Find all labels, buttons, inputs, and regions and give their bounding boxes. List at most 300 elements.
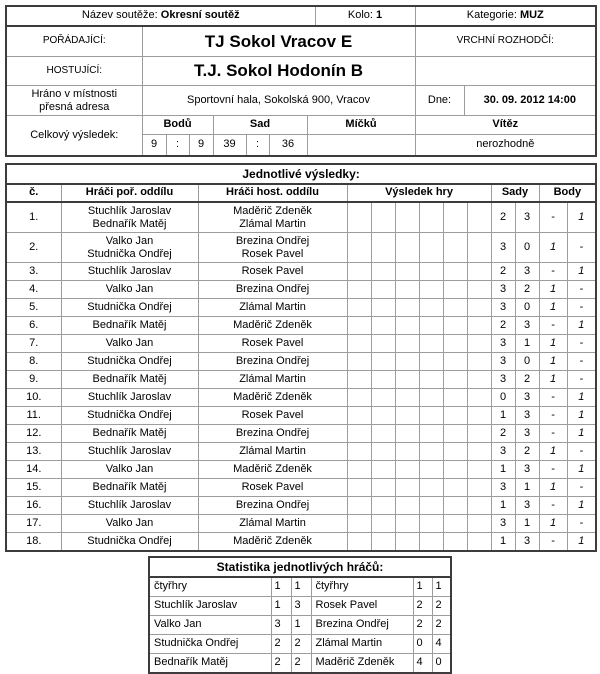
home-players-cell: [61, 281, 198, 299]
sets-away-cell: 3: [515, 425, 539, 443]
sets-home-cell: 2: [491, 202, 515, 233]
result-row: [6, 533, 596, 552]
player-statistics-table: [148, 556, 452, 674]
points-home-value: 9: [142, 135, 166, 157]
home-players-cell: [61, 497, 198, 515]
home-players-cell: [61, 443, 198, 461]
away-players-cell: [198, 533, 347, 552]
balls-header: Míčků: [307, 116, 415, 135]
results-tbody: [6, 202, 596, 551]
game-set-score-cell: [419, 533, 443, 552]
game-set-score-cell: [467, 389, 491, 407]
match-number-cell: 7.: [6, 335, 61, 353]
stats-right-player-name: čtyřhry: [311, 577, 413, 597]
home-team-name: TJ Sokol Vracov E: [142, 26, 415, 57]
sets-away-cell: 0: [515, 353, 539, 371]
sets-home-value: 39: [213, 135, 246, 157]
sets-away-cell: 2: [515, 281, 539, 299]
points-away-cell: -: [567, 443, 596, 461]
match-number-cell: 3.: [6, 263, 61, 281]
category-label: Kategorie:: [466, 9, 517, 22]
result-row: [6, 317, 596, 335]
home-players-cell: [61, 461, 198, 479]
points-away-cell: -: [567, 335, 596, 353]
game-set-score-cell: [443, 263, 467, 281]
stats-left-wins: 2: [271, 654, 291, 674]
points-home-cell: -: [539, 461, 567, 479]
away-player-name: Zlámal Martin: [239, 517, 306, 529]
game-set-score-cell: [467, 299, 491, 317]
game-set-score-cell: [467, 317, 491, 335]
chief-referee-value-cell: [415, 57, 596, 86]
sets-home-cell: 3: [491, 353, 515, 371]
game-set-score-cell: [443, 425, 467, 443]
game-set-score-cell: [419, 233, 443, 263]
sets-away-cell: 3: [515, 407, 539, 425]
away-players-cell: [198, 479, 347, 497]
game-set-score-cell: [443, 281, 467, 299]
game-set-score-cell: [467, 497, 491, 515]
category-cell: [415, 6, 596, 26]
sets-home-cell: 3: [491, 479, 515, 497]
home-players-cell: [61, 353, 198, 371]
game-set-score-cell: [371, 443, 395, 461]
game-set-score-cell: [347, 407, 371, 425]
game-set-score-cell: [419, 461, 443, 479]
result-row: [6, 335, 596, 353]
game-set-score-cell: [395, 443, 419, 461]
away-players-cell: [198, 317, 347, 335]
game-set-score-cell: [347, 335, 371, 353]
home-player-name: Stuchlík Jaroslav: [87, 265, 172, 277]
home-player-name: Valko Jan: [105, 234, 154, 247]
points-separator: :: [166, 135, 189, 157]
home-players-cell: [61, 425, 198, 443]
winner-header: Vítěz: [415, 116, 596, 135]
game-set-score-cell: [347, 479, 371, 497]
stats-right-player-name: Brezina Ondřej: [311, 616, 413, 635]
col-header-away-players: Hráči host. oddílu: [198, 184, 347, 202]
sets-home-cell: 3: [491, 443, 515, 461]
points-home-cell: -: [539, 389, 567, 407]
game-set-score-cell: [419, 299, 443, 317]
overall-result-label: Celkový výsledek:: [6, 116, 142, 157]
home-player-name: Valko Jan: [105, 283, 154, 295]
stats-left-player-name: Studnička Ondřej: [149, 635, 271, 654]
stats-right-losses: 4: [432, 635, 451, 654]
results-title: Jednotlivé výsledky:: [6, 164, 596, 184]
points-away-cell: -: [567, 371, 596, 389]
game-set-score-cell: [371, 299, 395, 317]
stats-right-wins: 1: [413, 577, 432, 597]
sets-home-cell: 0: [491, 389, 515, 407]
result-row: [6, 202, 596, 233]
away-player-name: Zlámal Martin: [239, 373, 306, 385]
game-set-score-cell: [347, 202, 371, 233]
stats-right-losses: 1: [432, 577, 451, 597]
home-player-name: Valko Jan: [105, 463, 154, 475]
points-away-cell: 1: [567, 425, 596, 443]
home-players-cell: [61, 299, 198, 317]
match-number-cell: 1.: [6, 202, 61, 233]
away-player-name: Maděrič Zdeněk: [233, 391, 312, 403]
result-row: [6, 299, 596, 317]
chief-referee-label: VRCHNÍ ROZHODČÍ:: [415, 26, 596, 57]
result-row: [6, 497, 596, 515]
points-away-cell: 1: [567, 202, 596, 233]
game-set-score-cell: [467, 533, 491, 552]
stats-right-wins: 4: [413, 654, 432, 674]
home-player-name: Studnička Ondřej: [87, 355, 172, 367]
sets-away-cell: 1: [515, 335, 539, 353]
sets-away-cell: 3: [515, 461, 539, 479]
game-set-score-cell: [371, 263, 395, 281]
points-away-cell: -: [567, 353, 596, 371]
statistics-title: Statistika jednotlivých hráčů:: [149, 557, 451, 577]
game-set-score-cell: [419, 335, 443, 353]
points-away-cell: 1: [567, 533, 596, 552]
sets-home-cell: 1: [491, 461, 515, 479]
away-player-name: Rosek Pavel: [241, 265, 304, 277]
game-set-score-cell: [347, 515, 371, 533]
sets-home-cell: 3: [491, 515, 515, 533]
home-players-cell: [61, 389, 198, 407]
away-players-cell: [198, 353, 347, 371]
points-home-cell: 1: [539, 515, 567, 533]
stats-left-wins: 1: [271, 577, 291, 597]
away-players-cell: [198, 233, 347, 263]
result-row: [6, 425, 596, 443]
game-set-score-cell: [443, 389, 467, 407]
game-set-score-cell: [395, 497, 419, 515]
match-number-cell: 16.: [6, 497, 61, 515]
home-players-cell: [61, 202, 198, 233]
home-player-name: Stuchlík Jaroslav: [87, 204, 172, 217]
game-set-score-cell: [395, 533, 419, 552]
sets-away-cell: 1: [515, 479, 539, 497]
sets-home-cell: 3: [491, 335, 515, 353]
game-set-score-cell: [443, 353, 467, 371]
game-set-score-cell: [395, 233, 419, 263]
points-away-cell: -: [567, 515, 596, 533]
away-player-name: Zlámal Martin: [239, 217, 306, 230]
game-set-score-cell: [443, 407, 467, 425]
points-home-cell: -: [539, 407, 567, 425]
away-players-cell: [198, 407, 347, 425]
sets-home-cell: 3: [491, 281, 515, 299]
game-set-score-cell: [371, 461, 395, 479]
guest-label: HOSTUJÍCÍ:: [6, 57, 142, 86]
game-set-score-cell: [419, 443, 443, 461]
away-team-name: T.J. Sokol Hodonín B: [142, 57, 415, 86]
game-set-score-cell: [347, 233, 371, 263]
match-header-table: [5, 5, 597, 157]
game-set-score-cell: [419, 515, 443, 533]
home-player-name: Bednařík Matěj: [92, 481, 167, 493]
sets-away-cell: 3: [515, 533, 539, 552]
away-player-name: Brezina Ondřej: [235, 283, 310, 295]
match-number-cell: 10.: [6, 389, 61, 407]
sets-away-cell: 1: [515, 515, 539, 533]
home-player-name: Studnička Ondřej: [87, 409, 172, 421]
points-home-cell: -: [539, 263, 567, 281]
game-set-score-cell: [443, 533, 467, 552]
sets-home-cell: 1: [491, 407, 515, 425]
game-set-score-cell: [467, 515, 491, 533]
match-number-cell: 11.: [6, 407, 61, 425]
home-player-name: Bednařík Matěj: [92, 427, 167, 439]
game-set-score-cell: [395, 353, 419, 371]
game-set-score-cell: [395, 299, 419, 317]
points-away-cell: -: [567, 233, 596, 263]
away-players-cell: [198, 263, 347, 281]
sets-away-cell: 3: [515, 389, 539, 407]
game-set-score-cell: [443, 515, 467, 533]
stats-right-losses: 0: [432, 654, 451, 674]
game-set-score-cell: [347, 353, 371, 371]
home-player-name: Studnička Ondřej: [87, 247, 172, 260]
game-set-score-cell: [467, 461, 491, 479]
game-set-score-cell: [347, 317, 371, 335]
home-players-cell: [61, 371, 198, 389]
competition-name-cell: [6, 6, 315, 26]
home-players-cell: [61, 263, 198, 281]
game-set-score-cell: [395, 263, 419, 281]
sets-header: Sad: [213, 116, 307, 135]
venue-label: [6, 86, 142, 116]
stats-tbody: [149, 577, 451, 673]
stats-row: [149, 616, 451, 635]
venue-value: Sportovní hala, Sokolská 900, Vracov: [142, 86, 415, 116]
stats-right-losses: 2: [432, 597, 451, 616]
points-home-cell: 1: [539, 479, 567, 497]
points-home-cell: 1: [539, 443, 567, 461]
sets-away-value: 36: [269, 135, 307, 157]
match-number-cell: 17.: [6, 515, 61, 533]
points-away-cell: -: [567, 479, 596, 497]
game-set-score-cell: [371, 202, 395, 233]
game-set-score-cell: [419, 202, 443, 233]
points-home-cell: 1: [539, 233, 567, 263]
points-away-cell: 1: [567, 497, 596, 515]
sets-away-cell: 3: [515, 497, 539, 515]
stats-right-wins: 2: [413, 597, 432, 616]
home-player-name: Stuchlík Jaroslav: [87, 391, 172, 403]
competition-name-label: Název soutěže:: [81, 9, 158, 22]
game-set-score-cell: [347, 461, 371, 479]
game-set-score-cell: [347, 371, 371, 389]
col-header-number: č.: [6, 184, 61, 202]
away-players-cell: [198, 443, 347, 461]
game-set-score-cell: [467, 443, 491, 461]
sets-home-cell: 3: [491, 371, 515, 389]
away-player-name: Rosek Pavel: [241, 247, 304, 260]
points-home-cell: 1: [539, 335, 567, 353]
points-home-cell: -: [539, 425, 567, 443]
game-set-score-cell: [443, 371, 467, 389]
game-set-score-cell: [419, 317, 443, 335]
points-header: Bodů: [142, 116, 213, 135]
match-number-cell: 2.: [6, 233, 61, 263]
points-home-cell: 1: [539, 371, 567, 389]
home-player-name: Valko Jan: [105, 517, 154, 529]
away-players-cell: [198, 281, 347, 299]
away-players-cell: [198, 202, 347, 233]
game-set-score-cell: [467, 353, 491, 371]
game-set-score-cell: [419, 353, 443, 371]
home-player-name: Stuchlík Jaroslav: [87, 445, 172, 457]
home-players-cell: [61, 533, 198, 552]
game-set-score-cell: [347, 299, 371, 317]
match-number-cell: 8.: [6, 353, 61, 371]
game-set-score-cell: [443, 317, 467, 335]
col-header-sets: Sady: [491, 184, 539, 202]
sets-home-cell: 2: [491, 263, 515, 281]
points-home-cell: 1: [539, 281, 567, 299]
game-set-score-cell: [395, 515, 419, 533]
match-number-cell: 13.: [6, 443, 61, 461]
game-set-score-cell: [395, 202, 419, 233]
stats-right-wins: 0: [413, 635, 432, 654]
game-set-score-cell: [467, 281, 491, 299]
game-set-score-cell: [419, 407, 443, 425]
home-players-cell: [61, 335, 198, 353]
game-set-score-cell: [371, 479, 395, 497]
col-header-game-result: Výsledek hry: [347, 184, 491, 202]
sets-home-cell: 2: [491, 317, 515, 335]
away-players-cell: [198, 515, 347, 533]
match-number-cell: 9.: [6, 371, 61, 389]
stats-left-wins: 2: [271, 635, 291, 654]
organizer-label: POŘÁDAJÍCÍ:: [6, 26, 142, 57]
sets-home-cell: 1: [491, 497, 515, 515]
home-players-cell: [61, 407, 198, 425]
stats-row: [149, 654, 451, 674]
match-number-cell: 5.: [6, 299, 61, 317]
result-row: [6, 515, 596, 533]
home-players-cell: [61, 233, 198, 263]
away-player-name: Maděrič Zdeněk: [233, 204, 312, 217]
date-value: 30. 09. 2012 14:00: [464, 86, 596, 116]
game-set-score-cell: [371, 407, 395, 425]
away-players-cell: [198, 371, 347, 389]
category-value: MUZ: [519, 9, 544, 22]
result-row: [6, 263, 596, 281]
game-set-score-cell: [419, 479, 443, 497]
home-player-name: Bednařík Matěj: [92, 319, 167, 331]
home-player-name: Stuchlík Jaroslav: [87, 499, 172, 511]
col-header-home-players: Hráči poř. oddílu: [61, 184, 198, 202]
game-set-score-cell: [443, 299, 467, 317]
col-header-points: Body: [539, 184, 596, 202]
sets-away-cell: 2: [515, 371, 539, 389]
away-player-name: Rosek Pavel: [241, 337, 304, 349]
game-set-score-cell: [347, 389, 371, 407]
sets-home-cell: 3: [491, 299, 515, 317]
match-number-cell: 4.: [6, 281, 61, 299]
stats-left-player-name: Valko Jan: [149, 616, 271, 635]
game-set-score-cell: [467, 263, 491, 281]
sets-away-cell: 0: [515, 233, 539, 263]
result-row: [6, 353, 596, 371]
sets-away-cell: 3: [515, 317, 539, 335]
result-row: [6, 407, 596, 425]
home-player-name: Studnička Ondřej: [87, 301, 172, 313]
home-player-name: Bednařík Matěj: [92, 373, 167, 385]
game-set-score-cell: [395, 479, 419, 497]
away-player-name: Maděrič Zdeněk: [233, 535, 312, 547]
round-cell: [315, 6, 415, 26]
home-players-cell: [61, 317, 198, 335]
home-player-name: Valko Jan: [105, 337, 154, 349]
away-players-cell: [198, 497, 347, 515]
game-set-score-cell: [419, 389, 443, 407]
game-set-score-cell: [347, 425, 371, 443]
points-away-cell: 1: [567, 389, 596, 407]
points-away-cell: -: [567, 299, 596, 317]
home-players-cell: [61, 479, 198, 497]
round-label: Kolo:: [347, 9, 373, 22]
stats-right-losses: 2: [432, 616, 451, 635]
result-row: [6, 233, 596, 263]
game-set-score-cell: [371, 515, 395, 533]
game-set-score-cell: [467, 233, 491, 263]
stats-row: [149, 577, 451, 597]
sets-home-cell: 1: [491, 533, 515, 552]
away-players-cell: [198, 425, 347, 443]
match-number-cell: 12.: [6, 425, 61, 443]
away-player-name: Brezina Ondřej: [235, 234, 310, 247]
stats-left-losses: 2: [291, 635, 311, 654]
match-number-cell: 15.: [6, 479, 61, 497]
home-player-name: Bednařík Matěj: [92, 217, 167, 230]
points-away-cell: 1: [567, 461, 596, 479]
stats-left-losses: 2: [291, 654, 311, 674]
game-set-score-cell: [443, 461, 467, 479]
stats-left-player-name: čtyřhry: [149, 577, 271, 597]
away-player-name: Rosek Pavel: [241, 481, 304, 493]
points-home-cell: -: [539, 497, 567, 515]
stats-right-player-name: Zlámal Martin: [311, 635, 413, 654]
home-player-name: Studnička Ondřej: [87, 535, 172, 547]
stats-left-wins: 3: [271, 616, 291, 635]
individual-results-table: [5, 163, 597, 552]
date-label: Dne:: [415, 86, 464, 116]
game-set-score-cell: [467, 425, 491, 443]
stats-right-player-name: Rosek Pavel: [311, 597, 413, 616]
game-set-score-cell: [347, 443, 371, 461]
game-set-score-cell: [395, 281, 419, 299]
game-set-score-cell: [371, 281, 395, 299]
sets-away-cell: 0: [515, 299, 539, 317]
sets-away-cell: 3: [515, 263, 539, 281]
venue-label-line1: Hráno v místnosti: [31, 87, 118, 100]
stats-right-player-name: Maděrič Zdeněk: [311, 654, 413, 674]
away-player-name: Brezina Ondřej: [235, 427, 310, 439]
game-set-score-cell: [371, 317, 395, 335]
game-set-score-cell: [371, 389, 395, 407]
game-set-score-cell: [395, 389, 419, 407]
match-number-cell: 14.: [6, 461, 61, 479]
points-home-cell: 1: [539, 353, 567, 371]
away-players-cell: [198, 389, 347, 407]
game-set-score-cell: [371, 425, 395, 443]
away-player-name: Brezina Ondřej: [235, 355, 310, 367]
game-set-score-cell: [347, 263, 371, 281]
game-set-score-cell: [443, 479, 467, 497]
sets-home-cell: 2: [491, 425, 515, 443]
round-value: 1: [376, 9, 383, 22]
